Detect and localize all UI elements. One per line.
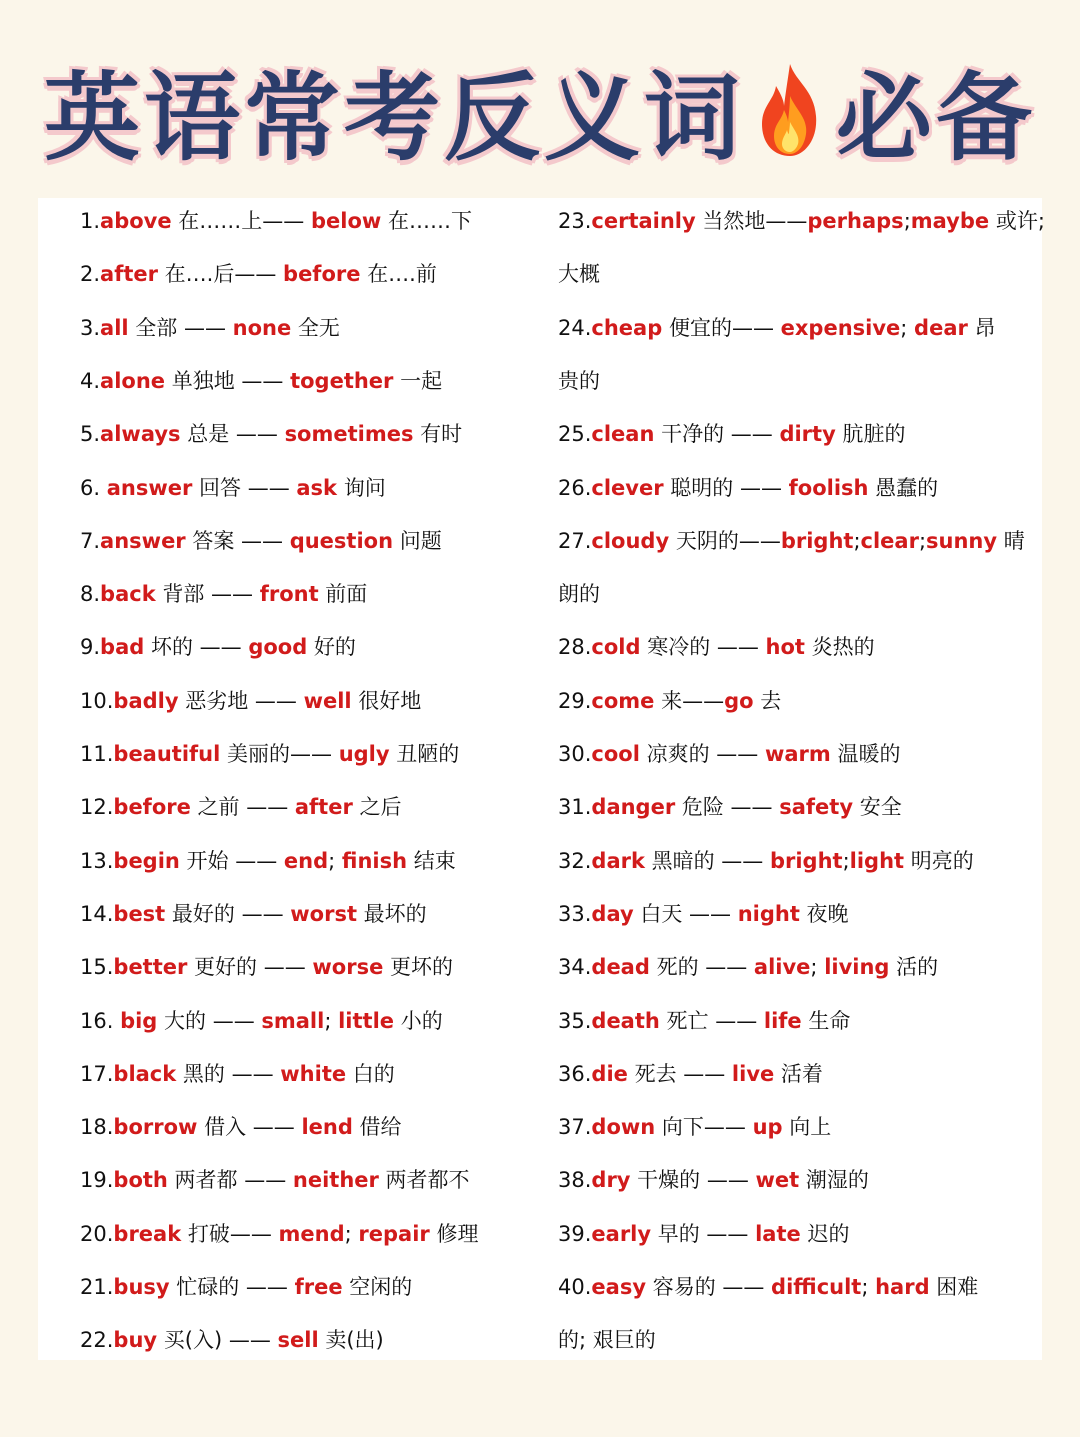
english-word: good — [248, 635, 308, 660]
english-word: busy — [113, 1275, 170, 1299]
chinese-text: 坏的 —— — [144, 635, 249, 660]
word-entry-line — [80, 1059, 395, 1089]
entry-number: 37. — [558, 1115, 592, 1140]
english-word: dear — [914, 315, 968, 340]
word-entry-line — [558, 792, 902, 822]
english-word: light — [849, 848, 905, 873]
word-entry-line — [80, 259, 437, 289]
word-entry-line — [80, 206, 472, 236]
chinese-text: 活着 — [774, 1061, 823, 1086]
english-word: bright — [780, 528, 854, 553]
word-entry-line — [80, 686, 421, 716]
english-word: easy — [591, 1275, 647, 1299]
english-word: hard — [875, 1275, 930, 1299]
word-list-card — [38, 198, 1045, 1360]
english-word: small — [261, 1008, 325, 1033]
chinese-text: 白的 — [346, 1061, 395, 1086]
chinese-text: 在….前 — [360, 262, 437, 287]
entry-number: 34. — [558, 955, 592, 980]
chinese-text: 打破—— — [181, 1221, 279, 1246]
chinese-text: ; — [900, 315, 915, 340]
chinese-text: ; — [853, 528, 861, 553]
chinese-text: 炎热的 — [804, 635, 875, 660]
chinese-text: 恶劣地 —— — [178, 688, 304, 713]
english-word: expensive — [780, 315, 901, 340]
english-word: death — [591, 1008, 660, 1033]
english-word: sunny — [926, 528, 998, 553]
chinese-text: 单独地 —— — [165, 368, 291, 393]
english-word: buy — [113, 1328, 158, 1353]
english-word: answer — [106, 475, 193, 500]
english-word: cold — [591, 635, 641, 660]
chinese-text: 结束 — [407, 848, 456, 873]
title-text-main: 英语常考反义词 — [44, 60, 744, 174]
chinese-text: 朗的 — [558, 582, 600, 607]
word-entry-line — [558, 526, 1025, 556]
word-entry-line — [80, 952, 453, 982]
entry-number: 31. — [558, 795, 592, 820]
english-word: clever — [591, 475, 664, 500]
english-word: all — [100, 315, 129, 340]
entry-number: 5. — [80, 422, 101, 447]
english-word: borrow — [113, 1115, 198, 1140]
english-word: worst — [290, 901, 357, 926]
english-word: alone — [100, 368, 166, 393]
chinese-text: 白天 —— — [633, 901, 738, 926]
english-word: life — [763, 1008, 802, 1033]
english-word: question — [289, 528, 394, 553]
entry-number: 16. — [80, 1008, 121, 1033]
english-word: day — [591, 901, 634, 926]
english-word: dry — [591, 1168, 631, 1193]
english-word: back — [100, 582, 156, 607]
chinese-text: 当然地—— — [695, 209, 808, 233]
word-entry-line — [558, 952, 938, 982]
word-entry-line — [558, 1059, 823, 1089]
entry-number: 27. — [558, 528, 592, 553]
english-word: both — [113, 1168, 168, 1193]
english-word: well — [303, 688, 352, 713]
entry-number: 10. — [80, 688, 114, 713]
chinese-text: 迟的 — [800, 1221, 850, 1246]
chinese-text: 来—— — [654, 688, 725, 713]
chinese-text: 困难 — [929, 1275, 979, 1299]
chinese-text: 生命 — [801, 1008, 851, 1033]
english-word: early — [591, 1221, 652, 1246]
entry-number: 12. — [80, 795, 114, 820]
english-word: hot — [765, 635, 805, 660]
english-word: always — [100, 422, 181, 447]
entry-number: 19. — [80, 1168, 114, 1193]
chinese-text: 聪明的 —— — [663, 475, 789, 500]
english-word: none — [232, 315, 292, 340]
chinese-text: 向上 — [782, 1115, 832, 1140]
english-word: living — [824, 955, 890, 980]
chinese-text: 之前 —— — [190, 795, 295, 820]
entry-number: 29. — [558, 688, 592, 713]
entry-number: 7. — [80, 528, 101, 553]
english-word: clean — [591, 422, 655, 447]
english-word: worse — [312, 955, 384, 980]
title-text-tail: 必备 — [836, 60, 1036, 174]
entry-number: 9. — [80, 635, 101, 660]
english-word: ugly — [338, 742, 390, 766]
entry-number: 35. — [558, 1008, 592, 1033]
english-word: after — [294, 795, 353, 820]
english-word: white — [280, 1061, 347, 1086]
chinese-text: 问题 — [393, 528, 442, 553]
entry-number: 11. — [80, 742, 114, 766]
chinese-text: 活的 — [889, 955, 939, 980]
english-word: certainly — [591, 209, 696, 233]
word-entry-line — [80, 1325, 384, 1355]
chinese-text: 干净的 —— — [654, 422, 780, 447]
entry-number: 28. — [558, 635, 592, 660]
english-word: foolish — [788, 475, 869, 500]
chinese-text: 最好的 —— — [165, 901, 291, 926]
english-word: mend — [278, 1221, 345, 1246]
entry-number: 13. — [80, 848, 114, 873]
chinese-text: 更好的 —— — [187, 955, 313, 980]
english-word: sell — [277, 1328, 319, 1353]
word-entry-line — [558, 313, 996, 343]
word-entry-line — [80, 366, 442, 396]
english-word: break — [113, 1221, 182, 1246]
chinese-text: 寒冷的 —— — [640, 635, 766, 660]
english-word: sometimes — [284, 422, 414, 447]
english-word: answer — [100, 528, 186, 553]
entry-number: 14. — [80, 901, 114, 926]
english-word: lend — [301, 1115, 353, 1140]
english-word: neither — [292, 1168, 379, 1193]
chinese-text: 美丽的—— — [220, 742, 339, 766]
word-entry-line — [558, 1272, 978, 1302]
chinese-text: 天阴的—— — [669, 528, 781, 553]
entry-number: 36. — [558, 1061, 592, 1086]
english-word: live — [731, 1061, 775, 1086]
chinese-text: ; — [861, 1275, 876, 1299]
chinese-text: 潮湿的 — [799, 1168, 869, 1193]
chinese-text: 全部 —— — [128, 315, 233, 340]
word-entry-line — [558, 473, 938, 503]
english-word: little — [338, 1008, 395, 1033]
entry-number: 33. — [558, 901, 592, 926]
entry-number: 21. — [80, 1275, 114, 1299]
chinese-text: ; — [842, 848, 850, 873]
word-entry-line — [80, 313, 340, 343]
english-word: bad — [100, 635, 145, 660]
word-entry-line — [80, 419, 462, 449]
word-entry-line — [80, 632, 356, 662]
chinese-text: 丑陋的 — [389, 742, 460, 766]
chinese-text: 有时 — [413, 422, 463, 447]
entry-number: 32. — [558, 848, 592, 873]
english-word: end — [283, 848, 329, 873]
chinese-text: 肮脏的 — [835, 422, 906, 447]
word-entry-line — [80, 1165, 470, 1195]
word-entry-line — [558, 1219, 849, 1249]
english-word: repair — [358, 1221, 430, 1246]
english-word: alive — [753, 955, 811, 980]
word-entry-line — [80, 1112, 402, 1142]
word-entry-line — [558, 632, 875, 662]
chinese-text: 在….后—— — [158, 262, 284, 287]
chinese-text: 的; 艰巨的 — [558, 1328, 656, 1353]
chinese-text: 最坏的 — [357, 901, 427, 926]
chinese-text: 之后 — [352, 795, 402, 820]
entry-number: 23. — [558, 209, 592, 233]
chinese-text: 两者都不 — [378, 1168, 470, 1193]
chinese-text: 昂 — [967, 315, 996, 340]
word-entry-line — [558, 579, 600, 609]
entry-number: 26. — [558, 475, 592, 500]
chinese-text: 去 — [753, 688, 782, 713]
word-entry-line — [80, 846, 456, 876]
chinese-text: 在……下 — [381, 209, 472, 233]
english-word: perhaps — [807, 209, 904, 233]
fire-emoji-icon — [750, 60, 830, 160]
chinese-text: ; — [328, 848, 342, 873]
english-word: maybe — [910, 209, 990, 233]
entry-number: 38. — [558, 1168, 592, 1193]
chinese-text: 在……上—— — [171, 209, 311, 233]
english-word: free — [294, 1275, 343, 1299]
chinese-text: 答案 —— — [185, 528, 290, 553]
entry-number: 4. — [80, 368, 101, 393]
word-entry-line — [558, 739, 900, 769]
english-word: bright — [769, 848, 843, 873]
english-word: dead — [591, 955, 650, 980]
entry-number: 22. — [80, 1328, 114, 1353]
chinese-text: ; — [324, 1008, 339, 1033]
chinese-text: 询问 — [337, 475, 386, 500]
english-word: cool — [591, 742, 640, 766]
chinese-text: 卖(出) — [318, 1328, 384, 1353]
chinese-text: 好的 — [307, 635, 356, 660]
entry-number: 30. — [558, 742, 592, 766]
word-entry-line — [80, 1219, 478, 1249]
chinese-text: 很好地 — [351, 688, 422, 713]
word-entry-line — [80, 1272, 412, 1302]
chinese-text: 大的 —— — [157, 1008, 262, 1033]
chinese-text: 危险 —— — [675, 795, 780, 820]
english-word: before — [113, 795, 191, 820]
chinese-text: 凉爽的 —— — [639, 742, 765, 766]
chinese-text: 买(入) —— — [157, 1328, 278, 1353]
chinese-text: 或许; — [989, 209, 1045, 233]
english-word: late — [755, 1221, 801, 1246]
word-entry-line — [80, 526, 442, 556]
chinese-text: 修理 — [429, 1221, 479, 1246]
chinese-text: ; — [810, 955, 825, 980]
english-word: beautiful — [113, 742, 221, 766]
chinese-text: 开始 —— — [179, 848, 284, 873]
chinese-text: 夜晚 — [799, 901, 849, 926]
entry-number: 2. — [80, 262, 101, 287]
entry-number: 8. — [80, 582, 101, 607]
chinese-text: 黑的 —— — [176, 1061, 281, 1086]
word-entry-line — [558, 419, 905, 449]
entry-number: 15. — [80, 955, 114, 980]
chinese-text: 忙碌的 —— — [169, 1275, 295, 1299]
chinese-text: ; — [344, 1221, 359, 1246]
chinese-text: 借入 —— — [197, 1115, 302, 1140]
chinese-text: 小的 — [394, 1008, 443, 1033]
chinese-text: 死去 —— — [627, 1061, 732, 1086]
page-title — [0, 40, 1080, 180]
chinese-text: 温暖的 — [830, 742, 901, 766]
chinese-text: 干燥的 —— — [630, 1168, 756, 1193]
chinese-text: 一起 — [393, 368, 443, 393]
chinese-text: 贵的 — [558, 368, 600, 393]
english-word: after — [100, 262, 158, 287]
entry-number: 24. — [558, 315, 592, 340]
chinese-text: 便宜的—— — [662, 315, 781, 340]
english-word: below — [310, 209, 382, 233]
entry-number: 39. — [558, 1221, 592, 1246]
chinese-text: 容易的 —— — [646, 1275, 772, 1299]
chinese-text: 空闲的 — [342, 1275, 413, 1299]
english-word: go — [724, 688, 754, 713]
word-entry-line — [80, 473, 386, 503]
word-entry-line — [80, 899, 427, 929]
english-word: up — [752, 1115, 783, 1140]
english-word: clear — [860, 528, 919, 553]
chinese-text: 死亡 —— — [659, 1008, 764, 1033]
english-word: best — [113, 901, 166, 926]
chinese-text: 黑暗的 —— — [644, 848, 770, 873]
english-word: dark — [591, 848, 645, 873]
entry-number: 40. — [558, 1275, 592, 1299]
english-word: before — [283, 262, 361, 287]
english-word: black — [113, 1061, 177, 1086]
english-word: dirty — [779, 422, 836, 447]
english-word: big — [120, 1008, 158, 1033]
chinese-text: 愚蠢的 — [868, 475, 939, 500]
entry-number: 6. — [80, 475, 107, 500]
english-word: die — [591, 1061, 628, 1086]
english-word: ask — [296, 475, 338, 500]
english-word: come — [591, 688, 655, 713]
english-word: cloudy — [591, 528, 670, 553]
entry-number: 18. — [80, 1115, 114, 1140]
entry-number: 20. — [80, 1221, 114, 1246]
entry-number: 1. — [80, 209, 101, 233]
chinese-text: 向下—— — [655, 1115, 753, 1140]
chinese-text: 明亮的 — [904, 848, 974, 873]
word-entry-line — [558, 846, 974, 876]
word-entry-line — [80, 792, 402, 822]
chinese-text: ; — [903, 209, 911, 233]
entry-number: 3. — [80, 315, 101, 340]
english-word: badly — [113, 688, 179, 713]
chinese-text: 全无 — [291, 315, 340, 340]
entry-number: 25. — [558, 422, 592, 447]
chinese-text: 死的 —— — [649, 955, 754, 980]
word-entry-line — [80, 1006, 443, 1036]
english-word: above — [100, 209, 172, 233]
english-word: finish — [341, 848, 408, 873]
english-word: cheap — [591, 315, 663, 340]
word-entry-line — [558, 1006, 850, 1036]
english-word: warm — [764, 742, 831, 766]
english-word: begin — [113, 848, 180, 873]
entry-number: 17. — [80, 1061, 114, 1086]
english-word: danger — [591, 795, 676, 820]
english-word: wet — [755, 1168, 800, 1193]
english-word: difficult — [771, 1275, 862, 1299]
word-entry-line — [558, 686, 781, 716]
word-entry-line — [558, 1165, 869, 1195]
chinese-text: 前面 — [318, 582, 368, 607]
chinese-text: 大概 — [558, 262, 600, 287]
english-word: night — [737, 901, 800, 926]
chinese-text: 总是 —— — [180, 422, 285, 447]
english-word: safety — [779, 795, 854, 820]
chinese-text: 借给 — [352, 1115, 402, 1140]
chinese-text: 回答 —— — [192, 475, 297, 500]
chinese-text: ; — [918, 528, 927, 553]
chinese-text: 安全 — [853, 795, 902, 820]
english-word: together — [290, 368, 394, 393]
word-entry-line — [558, 366, 600, 396]
english-word: down — [591, 1115, 656, 1140]
chinese-text: 晴 — [997, 528, 1025, 553]
english-word: better — [113, 955, 188, 980]
word-entry-line — [558, 899, 849, 929]
chinese-text: 背部 —— — [155, 582, 260, 607]
word-entry-line — [558, 206, 1045, 236]
chinese-text: 更坏的 — [383, 955, 454, 980]
chinese-text: 两者都 —— — [167, 1168, 293, 1193]
word-entry-line — [558, 259, 600, 289]
english-word: front — [259, 582, 319, 607]
word-entry-line — [558, 1325, 656, 1355]
word-entry-line — [558, 1112, 831, 1142]
word-entry-line — [80, 739, 459, 769]
word-entry-line — [80, 579, 367, 609]
chinese-text: 早的 —— — [651, 1221, 756, 1246]
